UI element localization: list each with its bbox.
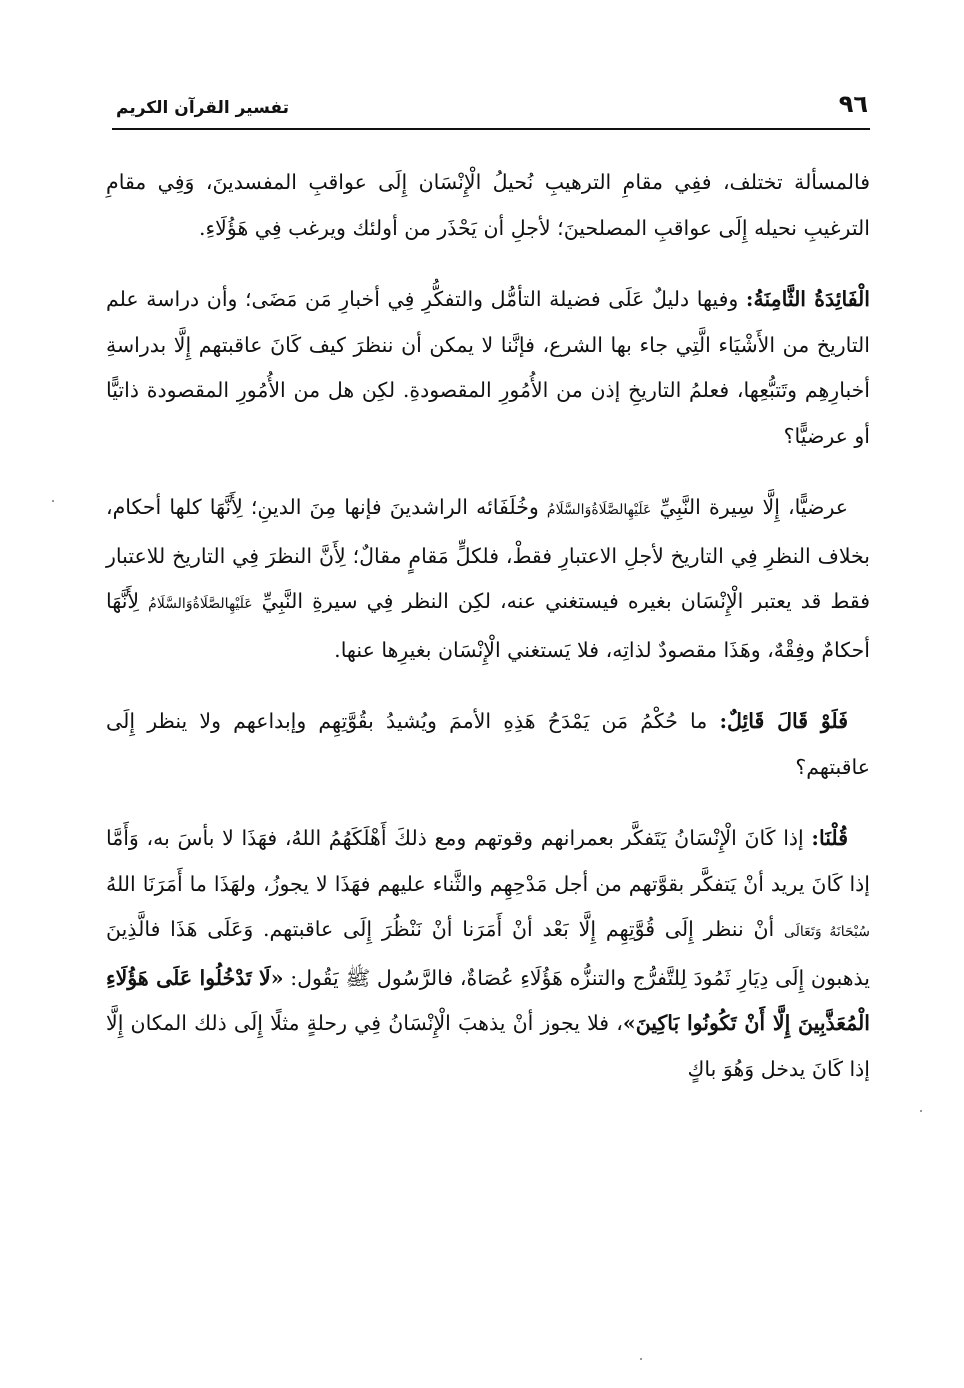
paragraph-5-text-d: ، فلا يجوز أنْ يذهبَ الْإِنْسَانُ فِي رحلةٍ مثلًا إِلَى ذلك المكان إِلَّا إذا كَانَ يدخل وَهُوَ باكٍ xyxy=(106,1011,870,1081)
scan-speck xyxy=(640,1358,642,1360)
paragraph-3 xyxy=(106,485,870,673)
honorific-prophet-symbol: ﷺ xyxy=(345,965,371,990)
answer-heading: قُلْنَا: xyxy=(811,826,848,850)
header-divider xyxy=(112,128,870,130)
hadith-quote: «لَا تَدْخُلُوا عَلَى هَؤُلَاءِ الْمُعَذَّبِينَ إِلَّا أَنْ تَكُونُوا بَاكِينَ» xyxy=(106,965,870,1035)
paragraph-2 xyxy=(106,277,870,459)
scan-speck xyxy=(920,1110,922,1112)
book-title: تفسير القرآن الكريم xyxy=(116,98,290,118)
paragraph-1-text: فالمسألة تختلف، ففِي مقامِ الترهيبِ نُحيلُ الْإِنْسَان إِلَى عواقبِ المفسدينَ، وَفِي مقامِ الترغيبِ نحيله إِلَى عواقبِ المصلحينَ؛ لأجلِ أن يَحْذَر من أولئك ويرغب فِي هَؤُلَاءِ. xyxy=(106,170,870,240)
page-number: ٩٦ xyxy=(838,90,868,118)
paragraph-5-text-a: إذا كَانَ الْإِنْسَانُ يَتَفكَّر بعمرانهم وقوتهم ومع ذلكَ أَهْلَكَهُمُ اللهُ، فهَذَا لا بأسَ به، وَأَمَّا إذا كَانَ يريد أنْ يَتفكَّر بقوَّتهم من أجل مَدْحِهِم والثَّناء عليهم فهَذَا لا يجوزُ، ولهَذَا ما أَمَرَنَا اللهُ xyxy=(106,826,870,896)
paragraph-5 xyxy=(106,816,870,1092)
paragraph-1 xyxy=(106,160,870,251)
paragraph-5-text-b: أنْ ننظر إِلَى قُوَّتِهِم إِلَّا بَعْد أنْ أَمَرَنا أنْ نَنْظُرَ إِلَى عاقبتهم. وَعَلَى هَذَا فالَّذِينَ يذهبون إِلَى دِيَارِ ثَمُودَ لِلتَّفرُّج والتنزُّه هَؤُلَاءِ عُصَاةٌ، فالرَّسُول xyxy=(106,917,870,990)
paragraph-3-text-a: عرضيًّا، إِلَّا سِيرة النَّبِيِّ xyxy=(651,495,849,519)
honorific-salutation-1: عَلَيْهِالصَّلَاةُوَالسَّلَامُ xyxy=(546,502,652,518)
paragraph-3-text-c: لِأَنَّهَا أحكامٌ وفِقْهٌ، وهَذَا مقصودٌ لذاتِه، فلا يَستغني الْإِنْسَان بغيرِها عنها. xyxy=(106,589,870,662)
page-body xyxy=(106,160,870,1110)
paragraph-5-text-c: يَقُول: xyxy=(283,965,346,990)
scan-speck xyxy=(52,500,54,502)
paragraph-4-text: ما حُكْمُ مَن يَمْدَحُ هَذِهِ الأممَ ويُشيدُ بقُوَّتِهِم وإبداعهم ولا ينظر إِلَى عاقبتهم؟ xyxy=(106,709,870,779)
paragraph-2-text: وفيها دليلٌ عَلَى فضيلة التأمُّل والتفكُّرِ فِي أخبارِ مَن مَضَى؛ وأن دراسة علم التاريخ من الأَشْيَاء الَّتِي جاء بها الشرع، فإنَّنا لا يمكن أن ننظرَ كيف كَانَ عاقبتهم إِلَّا بدراسةِ أخبارِهِم وتَتبُّعِها، فعلمُ التاريخِ إذن من الأُمُورِ المقصودةِ. لكِن هل من الأُمُورِ المقصودة ذاتيًّا أو عرضيًّا؟ xyxy=(106,287,870,448)
objection-heading: فَلَوْ قَالَ قَائِلٌ: xyxy=(719,709,849,733)
benefit-heading: الْفَائِدَةُ الثَّامِنَةُ: xyxy=(745,287,871,311)
honorific-salutation-2: عَلَيْهِالصَّلَاةُوَالسَّلَامُ xyxy=(148,596,253,612)
honorific-glorification: سُبْحَانَهُ وَتَعَالَى xyxy=(783,924,870,940)
paragraph-3-text-b: وخُلَفَائه الراشدينَ فإنها مِنَ الدينِ؛ لِأَنَّهَا كلها أحكام، بخلاف النظرِ فِي التاريخ لأجلِ الاعتبارِ فقطْ، فلكلٍّ مَقامٍ مقالٌ؛ لِأَنَّ النظرَ فِي التاريخ للاعتبار فقط قد يعتبر الْإِنْسَان بغيره فيستغني عنه، لكِن النظر فِي سيرةِ النَّبِيِّ xyxy=(106,495,871,613)
paragraph-4 xyxy=(106,699,870,790)
page-header xyxy=(116,88,868,130)
